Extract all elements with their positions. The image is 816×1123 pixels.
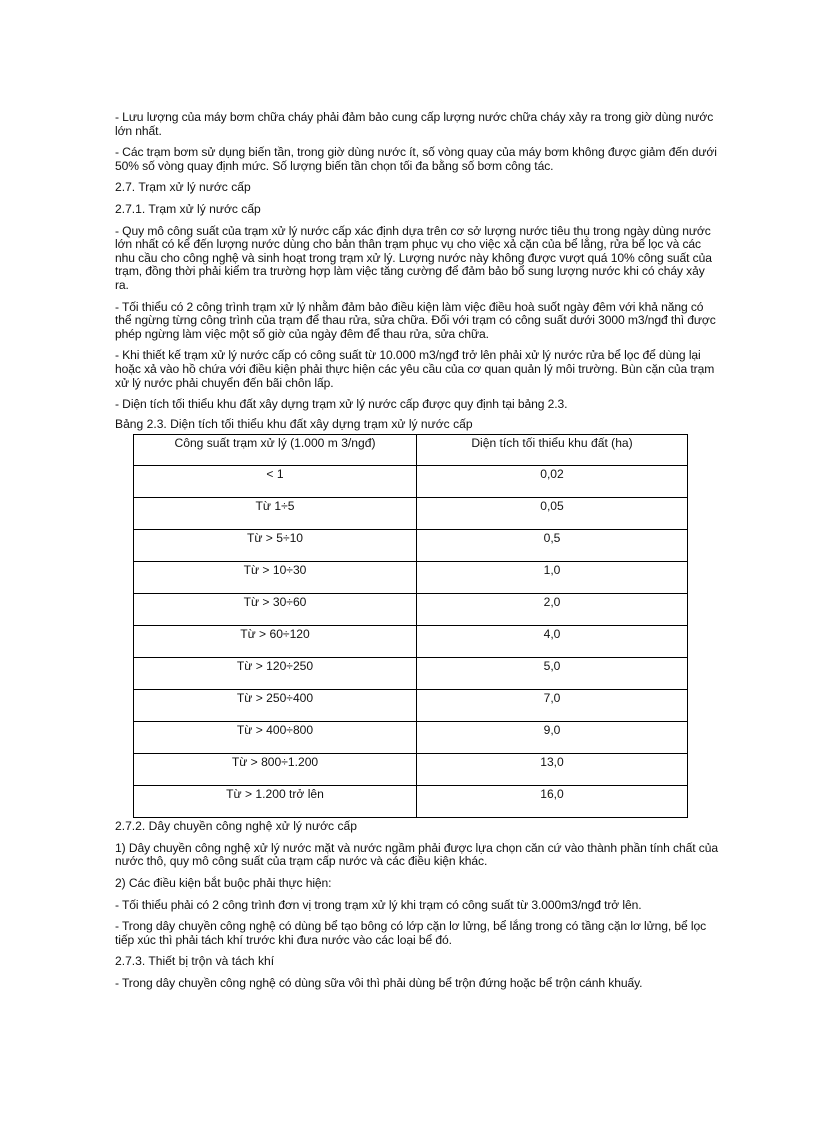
paragraph: - Quy mô công suất của trạm xử lý nước cấp xác định dựa trên cơ sở lượng nước tiêu thụ trong ngày dùng nước lớn nhất có kể đến lượng nước dùng cho bản thân trạm phục vụ cho việc xả cặn của bể lắng, rửa bể lọc và các nhu cầu cho công nghệ và sinh hoạt trong trạm xử lý. Lượng nước này không được vượt quá 10% công suất của trạm, đồng thời phải kiểm tra trường hợp làm việc tăng cường để đảm bảo bổ sung lượng nước khi có cháy xảy ra. <box>115 223 712 292</box>
table-cell: 0,05 <box>417 498 688 530</box>
table-row <box>134 658 688 690</box>
land-area-table <box>133 434 688 818</box>
paragraph: - Trong dây chuyền công nghệ có dùng bể tạo bông có lớp cặn lơ lửng, bể lắng trong có tầng cặn lơ lửng, bể lọc tiếp xúc thì phải tách khí trước khi đưa nước vào các loại bể đó. <box>115 919 707 947</box>
section-heading-2-7: 2.7. Trạm xử lý nước cấp <box>115 180 251 195</box>
paragraph: - Tối thiểu có 2 công trình trạm xử lý nhằm đảm bảo điều kiện làm việc điều hoà suốt ngày đêm với khả năng có thể ngừng từng công trình của trạm để thau rửa, sửa chữa. Đối với trạm có công suất dưới 3000 m3/ngđ thì được phép ngừng làm việc một số giờ của ngày đêm để thau rửa, sửa chữa. <box>115 299 716 341</box>
paragraph: 1) Dây chuyền công nghệ xử lý nước mặt và nước ngầm phải được lựa chọn căn cứ vào thành phần tính chất của nước thô, quy mô công suất của trạm cấp nước và các điều kiện khác. <box>115 840 718 869</box>
table-cell: 13,0 <box>417 754 688 786</box>
table-cell: Từ > 60÷120 <box>134 626 417 658</box>
table-cell: Từ > 10÷30 <box>134 562 417 594</box>
table-cell: Từ 1÷5 <box>134 498 417 530</box>
table-caption: Bảng 2.3. Diện tích tối thiểu khu đất xây dựng trạm xử lý nước cấp <box>115 416 473 431</box>
table-cell: 9,0 <box>417 722 688 754</box>
table-cell: Từ > 400÷800 <box>134 722 417 754</box>
paragraph: 2) Các điều kiện bắt buộc phải thực hiện: <box>115 876 332 891</box>
paragraph: - Tối thiểu phải có 2 công trình đơn vị trong trạm xử lý khi trạm có công suất từ 3.000m3/ngđ trở lên. <box>115 897 642 912</box>
table-row <box>134 466 688 498</box>
table-cell: 5,0 <box>417 658 688 690</box>
table-header-cell: Diện tích tối thiểu khu đất (ha) <box>417 435 688 466</box>
table-row <box>134 562 688 594</box>
section-heading-2-7-1: 2.7.1. Trạm xử lý nước cấp <box>115 201 261 216</box>
table-row <box>134 722 688 754</box>
table-cell: Từ > 800÷1.200 <box>134 754 417 786</box>
table-header-row <box>134 435 688 466</box>
section-heading-2-7-3: 2.7.3. Thiết bị trộn và tách khí <box>115 954 275 969</box>
table-cell: 4,0 <box>417 626 688 658</box>
table-row <box>134 498 688 530</box>
table-cell: 2,0 <box>417 594 688 626</box>
section-heading-2-7-2: 2.7.2. Dây chuyền công nghệ xử lý nước cấp <box>115 819 357 834</box>
table-cell: Từ > 1.200 trở lên <box>134 786 417 818</box>
paragraph: - Khi thiết kế trạm xử lý nước cấp có công suất từ 10.000 m3/ngđ trở lên phải xử lý nước rửa bể lọc để dùng lại hoặc xả vào hồ chứa với điều kiện phải thực hiện các yêu cầu của cơ quan quản lý môi trường. Bùn cặn của trạm xử lý nước phải chuyển đến bãi chôn lấp. <box>115 348 715 390</box>
table-cell: 16,0 <box>417 786 688 818</box>
table-cell: Từ > 120÷250 <box>134 658 417 690</box>
paragraph: - Diện tích tối thiểu khu đất xây dựng trạm xử lý nước cấp được quy định tại bảng 2.3. <box>115 397 568 412</box>
document-page <box>115 111 720 999</box>
table-cell: Từ > 5÷10 <box>134 530 417 562</box>
paragraph: - Lưu lượng của máy bơm chữa cháy phải đảm bảo cung cấp lượng nước chữa cháy xảy ra trong giờ dùng nước lớn nhất. <box>115 110 714 138</box>
table-row <box>134 626 688 658</box>
table-row <box>134 530 688 562</box>
table-cell: 7,0 <box>417 690 688 722</box>
paragraph: - Các trạm bơm sử dụng biến tần, trong giờ dùng nước ít, số vòng quay của máy bơm không được giảm đến dưới 50% số vòng quay định mức. Số lượng biến tần chọn tối đa bằng số bơm công tác. <box>115 145 717 173</box>
table-row <box>134 786 688 818</box>
paragraph: - Trong dây chuyền công nghệ có dùng sữa vôi thì phải dùng bể trộn đứng hoặc bể trộn cánh khuấy. <box>115 976 643 991</box>
table-cell: 0,5 <box>417 530 688 562</box>
table-cell: Từ > 30÷60 <box>134 594 417 626</box>
table-header-cell: Công suất trạm xử lý (1.000 m 3/ngđ) <box>134 435 417 466</box>
table-cell: 0,02 <box>417 466 688 498</box>
table-row <box>134 690 688 722</box>
table-cell: < 1 <box>134 466 417 498</box>
table-row <box>134 754 688 786</box>
table-row <box>134 594 688 626</box>
table-cell: 1,0 <box>417 562 688 594</box>
table-cell: Từ > 250÷400 <box>134 690 417 722</box>
